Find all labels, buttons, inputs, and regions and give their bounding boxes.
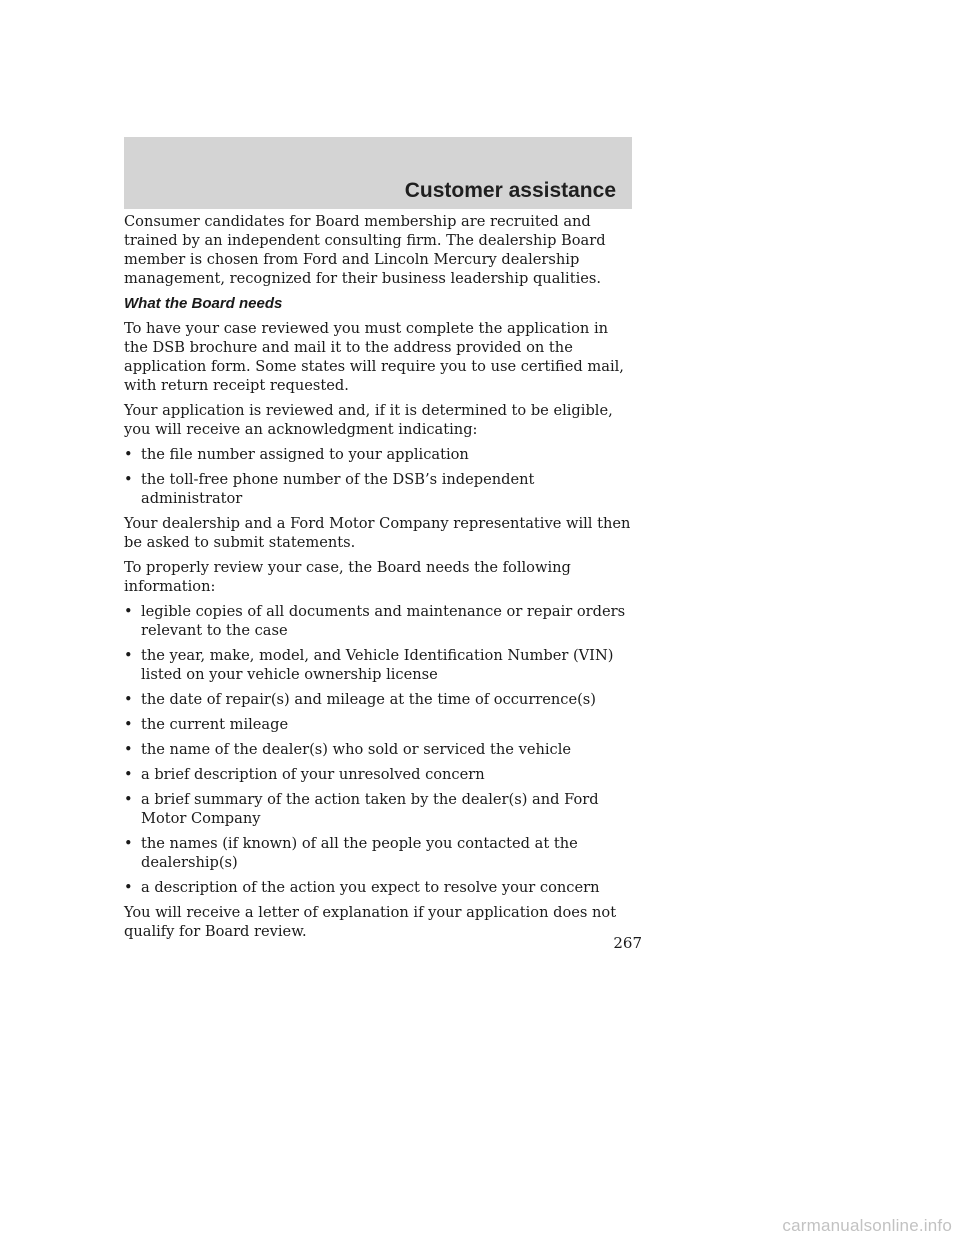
list-item: • the toll-free phone number of the DSB’s independent administrator (124, 471, 535, 507)
bullet-icon: • (124, 446, 133, 463)
list-item: • a brief description of your unresolved concern (124, 766, 485, 783)
bullet-icon: • (124, 603, 133, 620)
list-item: • the names (if known) of all the people you contacted at the dealership(s) (124, 835, 578, 871)
list-item: • the date of repair(s) and mileage at the time of occurrence(s) (124, 691, 596, 708)
intro-paragraph: Consumer candidates for Board membership are recruited and trained by an independent consulting firm. The dealership Board member is chosen from Ford and Lincoln Mercury dealership management, recognized for their business leadership qualities. (124, 213, 606, 287)
bullet-icon: • (124, 647, 133, 664)
information-list (124, 602, 636, 897)
closing-paragraph: You will receive a letter of explanation if your application does not qualify for Board review. (124, 904, 617, 940)
bullet-icon: • (124, 879, 133, 896)
list-item: • the year, make, model, and Vehicle Identification Number (VIN) listed on your vehicle ownership license (124, 647, 614, 683)
application-paragraph: To have your case reviewed you must complete the application in the DSB brochure and mail it to the address provided on the application form. Some states will require you to use certified mail, with return receipt requested. (124, 320, 624, 394)
list-item: • a brief summary of the action taken by the dealer(s) and Ford Motor Company (124, 791, 599, 827)
list-item: • the name of the dealer(s) who sold or serviced the vehicle (124, 741, 572, 758)
page-body (124, 212, 636, 947)
acknowledgment-list (124, 445, 636, 508)
bullet-icon: • (124, 741, 133, 758)
bullet-icon: • (124, 471, 133, 488)
list-item: • the current mileage (124, 716, 289, 733)
subheading: What the Board needs (124, 295, 283, 312)
information-paragraph: To properly review your case, the Board needs the following information: (124, 559, 571, 595)
list-item: • legible copies of all documents and maintenance or repair orders relevant to the case (124, 603, 626, 639)
list-item: • the file number assigned to your application (124, 446, 469, 463)
bullet-icon: • (124, 716, 133, 733)
list-item: • a description of the action you expect to resolve your concern (124, 879, 600, 896)
bullet-icon: • (124, 691, 133, 708)
bullet-icon: • (124, 766, 133, 783)
bullet-icon: • (124, 791, 133, 808)
acknowledgment-paragraph: Your application is reviewed and, if it is determined to be eligible, you will receive an acknowledgment indicating: (124, 402, 613, 438)
watermark: carmanualsonline.info (782, 1216, 952, 1235)
section-title: Customer assistance (404, 179, 616, 202)
section-header-band (124, 137, 632, 209)
statements-paragraph: Your dealership and a Ford Motor Company representative will then be asked to submit statements. (124, 515, 631, 551)
page-number: 267 (613, 934, 642, 952)
bullet-icon: • (124, 835, 133, 852)
